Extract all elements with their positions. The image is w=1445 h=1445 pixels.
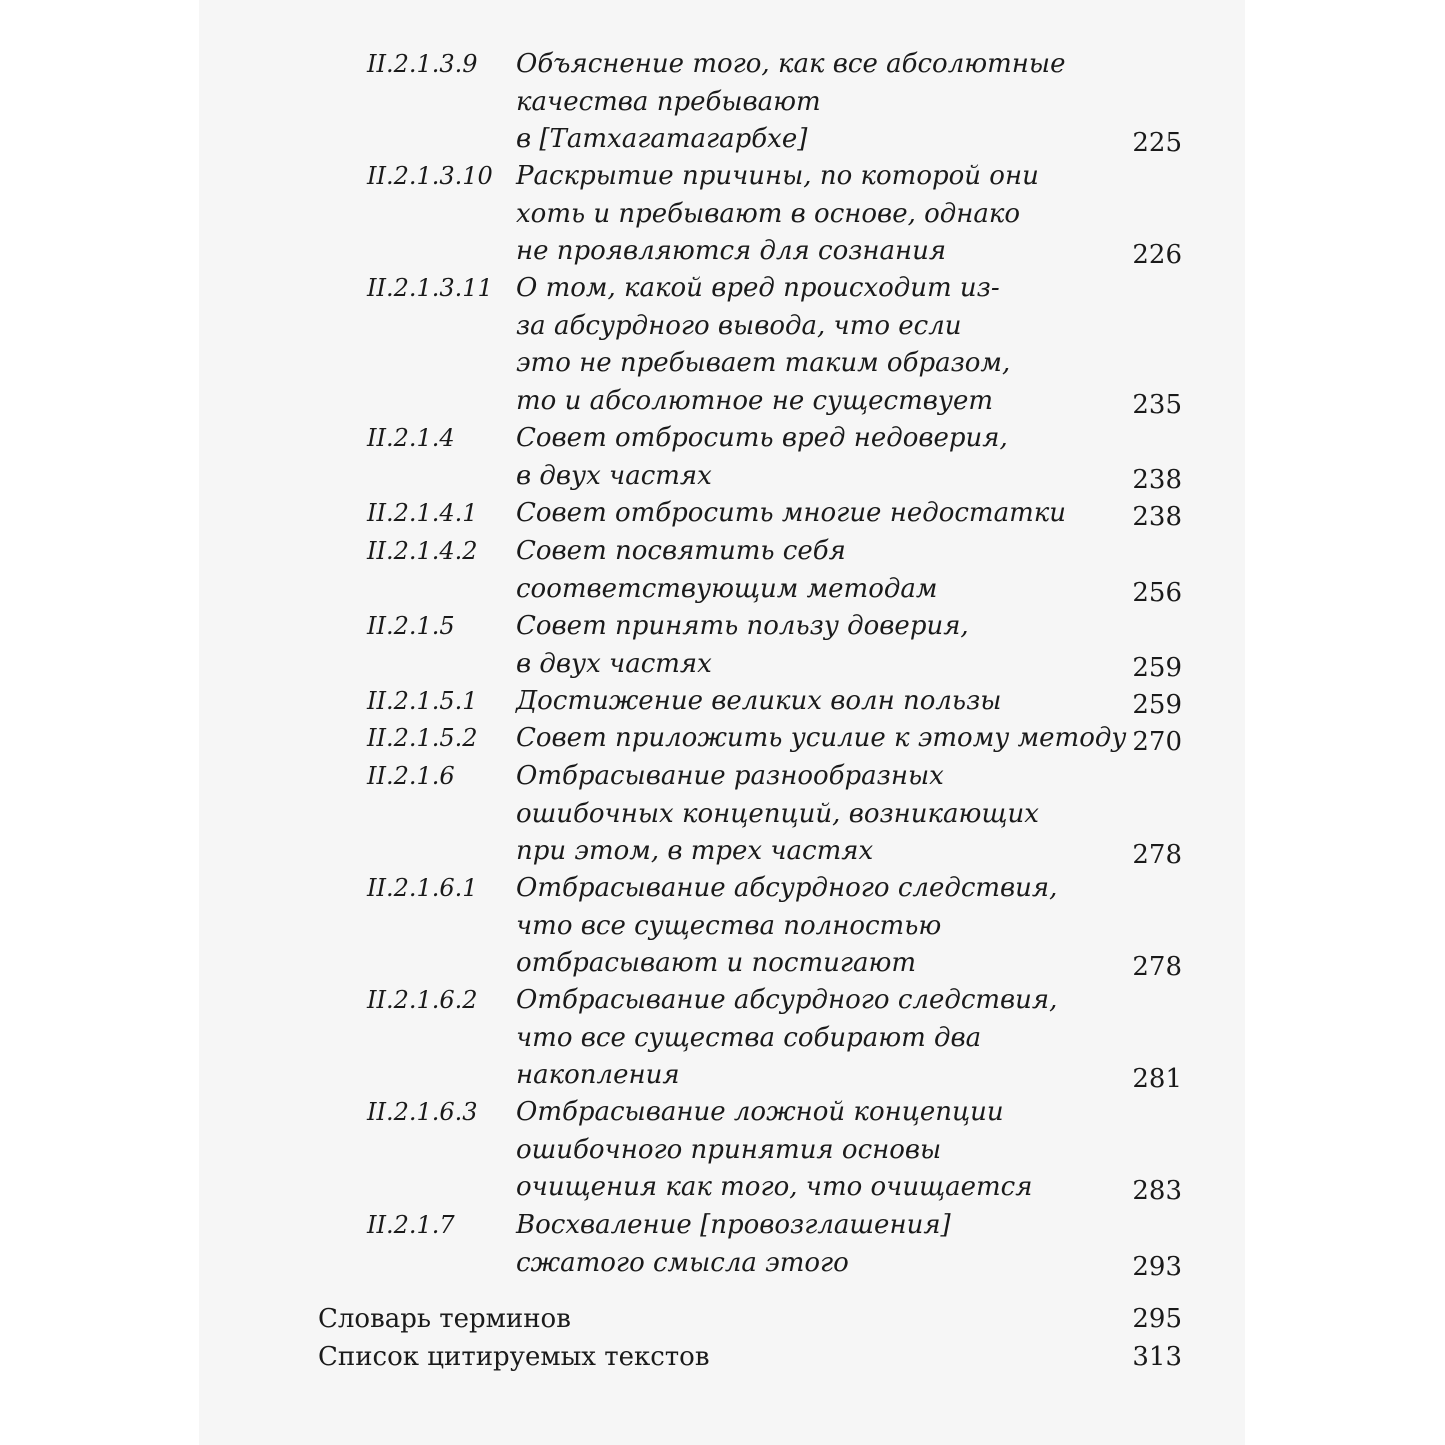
- section-number: II.2.1.5.1: [367, 687, 478, 715]
- section-title-line: в двух частях: [516, 460, 712, 491]
- section-number: II.2.1.6.3: [367, 1098, 478, 1126]
- section-title-line: ошибочных концепций, возникающих: [516, 798, 1039, 829]
- section-title-line: Отбрасывание ложной концепции: [516, 1097, 1004, 1127]
- page-number: 235: [1132, 389, 1182, 420]
- section-title-line: что все существа собирают два: [516, 1022, 982, 1053]
- section-title-line: в двух частях: [516, 648, 712, 679]
- toc-entry[interactable]: [0, 158, 1445, 271]
- toc-entry-main[interactable]: [0, 1301, 1445, 1339]
- section-title-line: накопления: [516, 1060, 680, 1090]
- section-title-line: Отбрасывание разнообразных: [516, 761, 944, 791]
- page-number: 259: [1132, 690, 1182, 720]
- page-number: 256: [1132, 577, 1182, 608]
- section-number: II.2.1.7: [367, 1211, 455, 1239]
- chapter-title: Словарь терминов: [318, 1304, 571, 1334]
- toc-entry-main[interactable]: [0, 1339, 1445, 1377]
- section-title-line: Объяснение того, как все абсолютные: [516, 49, 1066, 79]
- section-title-line: качества пребывают: [516, 86, 821, 117]
- toc-entry[interactable]: [0, 420, 1445, 495]
- section-title-line: ошибочного принятия основы: [516, 1134, 942, 1165]
- section-number: II.2.1.3.10: [367, 162, 493, 190]
- section-title-line: за абсурдного вывода, что если: [516, 310, 962, 341]
- section-title-line: Отбрасывание абсурдного следствия,: [516, 985, 1058, 1015]
- page-number: 295: [1132, 1304, 1182, 1334]
- toc-entry[interactable]: [0, 758, 1445, 871]
- toc-entry[interactable]: [0, 982, 1445, 1095]
- section-title-line: в [Татхагатагарбхе]: [516, 124, 808, 154]
- section-title-line: Совет посвятить себя: [516, 536, 846, 566]
- section-number: II.2.1.6.2: [367, 986, 478, 1014]
- page-number: 270: [1132, 727, 1182, 757]
- section-title-line: Совет принять пользу доверия,: [516, 611, 969, 641]
- toc-entry[interactable]: [0, 1207, 1445, 1282]
- toc-entry[interactable]: [0, 608, 1445, 683]
- toc-entry[interactable]: [0, 533, 1445, 608]
- section-number: II.2.1.4.1: [367, 499, 478, 527]
- page-number: 281: [1132, 1064, 1182, 1094]
- section-title-line: Совет приложить усилие к этому методу: [516, 723, 1127, 753]
- toc-entry[interactable]: [0, 683, 1445, 721]
- section-title-line: хоть и пребывают в основе, однако: [516, 198, 1021, 229]
- section-number: II.2.1.4: [367, 424, 455, 452]
- page-number: 259: [1132, 652, 1182, 683]
- section-title-line: Совет отбросить многие недостатки: [516, 498, 1066, 528]
- section-title-line: это не пребывает таким образом,: [516, 348, 1011, 378]
- page-number: 278: [1132, 840, 1182, 870]
- section-number: II.2.1.3.11: [367, 274, 493, 302]
- page-number: 293: [1132, 1251, 1182, 1282]
- page-number: 238: [1132, 464, 1182, 495]
- section-title-line: очищения как того, что очищается: [516, 1172, 1033, 1202]
- section-title-line: отбрасывают и постигают: [516, 948, 917, 978]
- toc-entry[interactable]: [0, 1094, 1445, 1207]
- section-number: II.2.1.6: [367, 762, 455, 790]
- section-title-line: соответствующим методам: [516, 573, 938, 604]
- toc-entry[interactable]: [0, 495, 1445, 533]
- section-number: II.2.1.5.2: [367, 724, 478, 752]
- toc-entry[interactable]: [0, 270, 1445, 420]
- toc-entry[interactable]: [0, 720, 1445, 758]
- section-title-line: Достижение великих волн пользы: [516, 686, 1002, 716]
- section-title-line: Восхваление [провозглашения]: [516, 1210, 951, 1240]
- section-number: II.2.1.5: [367, 612, 455, 640]
- page-number: 278: [1132, 952, 1182, 982]
- section-title-line: то и абсолютное не существует: [516, 385, 994, 416]
- page-number: 283: [1132, 1176, 1182, 1206]
- section-title-line: О том, какой вред происходит из-: [516, 273, 1000, 303]
- section-number: II.2.1.6.1: [367, 874, 478, 902]
- section-title-line: при этом, в трех частях: [516, 836, 874, 866]
- section-title-line: Раскрытие причины, по которой они: [516, 161, 1039, 191]
- page-number: 313: [1132, 1342, 1182, 1372]
- toc-entry[interactable]: [0, 870, 1445, 983]
- page-number: 225: [1132, 128, 1182, 158]
- section-number: II.2.1.4.2: [367, 537, 478, 565]
- page-number: 226: [1132, 240, 1182, 270]
- section-title-line: что все существа полностью: [516, 910, 942, 941]
- section-title-line: сжатого смысла этого: [516, 1247, 849, 1278]
- section-title-line: Совет отбросить вред недоверия,: [516, 423, 1008, 453]
- section-title-line: Отбрасывание абсурдного следствия,: [516, 873, 1058, 903]
- section-number: II.2.1.3.9: [367, 50, 478, 78]
- toc-entry[interactable]: [0, 46, 1445, 159]
- page-number: 238: [1132, 502, 1182, 532]
- section-title-line: не проявляются для сознания: [516, 236, 947, 266]
- chapter-title: Список цитируемых текстов: [318, 1342, 710, 1372]
